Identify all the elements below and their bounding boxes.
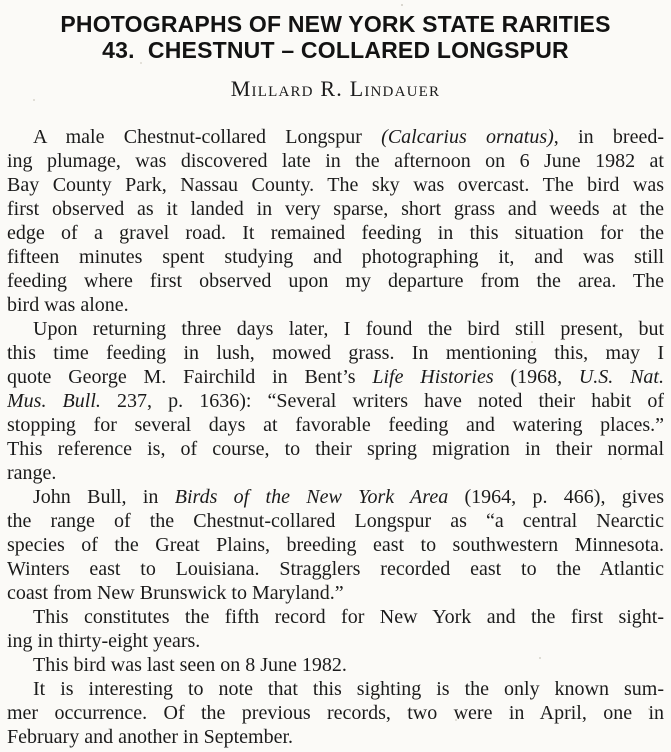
text-segment: ing plumage, was discovered late in the afternoon on 6 June 1982 at: [7, 150, 664, 172]
text-segment: Bay County Park, Nassau County. The sky was overcast. The bird was: [7, 174, 664, 196]
text-segment: fifteen minutes spent studying and photographing it, and was still: [7, 246, 664, 268]
text-line: [7, 461, 664, 485]
text-segment: the range of the Chestnut-collared Longspur as “a central Nearctic: [7, 510, 664, 532]
italic-text-segment: (Calcarius ornatus): [381, 126, 554, 148]
text-line: [7, 677, 664, 701]
text-segment: Upon returning three days later, I found the bird still present, but: [33, 318, 664, 340]
text-segment: John Bull, in: [33, 486, 175, 508]
text-segment: This reference is, of course, to their spring migration in their normal: [7, 438, 664, 460]
text-segment: (1964, p. 466), gives: [448, 486, 664, 508]
text-line: [7, 437, 664, 461]
italic-text-segment: Mus. Bull.: [7, 390, 101, 412]
text-line: [7, 557, 664, 581]
article-body: [7, 125, 664, 749]
paragraph: [7, 317, 664, 485]
text-line: [7, 149, 664, 173]
text-segment: It is interesting to note that this sighting is the only known sum-: [33, 678, 664, 700]
paragraph: [7, 653, 664, 677]
text-line: [7, 341, 664, 365]
text-segment: A male Chestnut-collared Longspur: [33, 126, 382, 148]
text-segment: feeding where first observed upon my departure from the area. The: [7, 270, 664, 292]
text-segment: , in breed-: [553, 126, 664, 148]
text-segment: edge of a gravel road. It remained feeding in this situation for the: [7, 222, 664, 244]
text-segment: quote George M. Fairchild in Bent’s: [7, 366, 373, 388]
text-segment: first observed as it landed in very sparse, short grass and weeds at the: [7, 198, 664, 220]
text-line: [7, 581, 664, 605]
text-line: [7, 245, 664, 269]
text-line: [7, 605, 664, 629]
italic-text-segment: U.S. Nat.: [578, 366, 664, 388]
text-line: [7, 629, 664, 653]
text-line: [7, 269, 664, 293]
text-line: [7, 221, 664, 245]
text-line: [7, 533, 664, 557]
italic-text-segment: Birds of the New York Area: [174, 486, 449, 508]
text-line: [7, 725, 664, 749]
paragraph: [7, 677, 664, 749]
paragraph: [7, 605, 664, 653]
text-line: [7, 125, 664, 149]
text-line: [7, 317, 664, 341]
author-byline: Millard R. Lindauer: [230, 76, 441, 101]
text-segment: range.: [7, 462, 57, 484]
text-segment: (1968,: [493, 366, 579, 388]
paragraph: [7, 485, 664, 605]
text-line: [7, 413, 664, 437]
text-segment: species of the Great Plains, breeding east to southwestern Minnesota.: [7, 534, 664, 556]
paragraph: [7, 125, 664, 317]
text-line: [7, 653, 664, 677]
text-line: [7, 509, 664, 533]
text-segment: bird was alone.: [7, 294, 129, 316]
text-line: [7, 197, 664, 221]
text-segment: Winters east to Louisiana. Stragglers recorded east to the Atlantic: [7, 558, 664, 580]
text-line: [7, 293, 664, 317]
text-segment: 237, p. 1636): “Several writers have noted their habit of: [100, 390, 664, 412]
text-segment: coast from New Brunswick to Maryland.”: [7, 582, 344, 604]
text-segment: mer occurrence. Of the previous records, two were in April, one in: [7, 702, 664, 724]
text-segment: ing in thirty-eight years.: [7, 630, 201, 652]
text-line: [7, 485, 664, 509]
text-segment: stopping for several days at favorable feeding and watering places.”: [7, 414, 664, 436]
page-title-line1: PHOTOGRAPHS OF NEW YORK STATE RARITIES: [60, 11, 611, 37]
text-segment: This bird was last seen on 8 June 1982.: [33, 654, 347, 676]
text-segment: This constitutes the fifth record for New York and the first sight-: [33, 606, 664, 628]
text-segment: this time feeding in lush, mowed grass. In mentioning this, may I: [7, 342, 664, 364]
italic-text-segment: Life Histories: [372, 366, 494, 388]
text-segment: February and another in September.: [7, 726, 294, 748]
text-line: [7, 173, 664, 197]
page-title-line2: 43. CHESTNUT – COLLARED LONGSPUR: [102, 37, 569, 63]
text-line: [7, 701, 664, 725]
text-line: [7, 365, 664, 389]
text-line: [7, 389, 664, 413]
